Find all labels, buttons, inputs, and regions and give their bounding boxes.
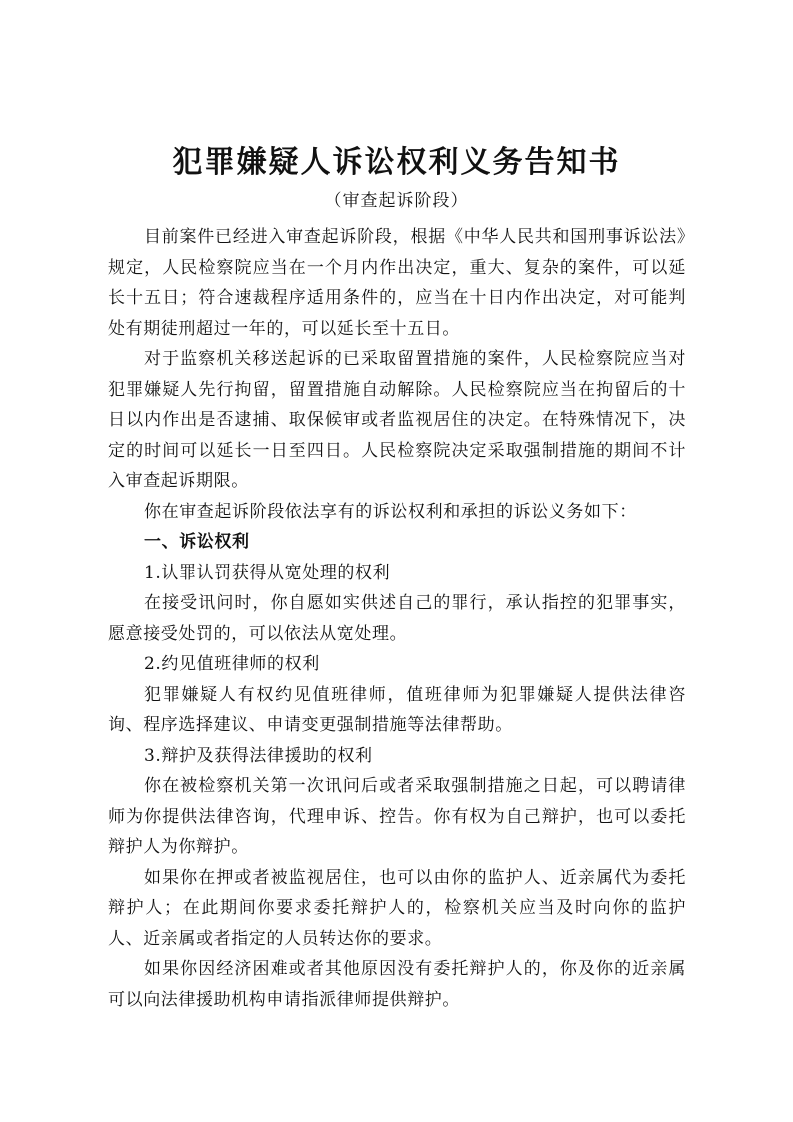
document-subtitle: （审查起诉阶段） xyxy=(324,191,469,211)
intro-paragraph-3: 你在审查起诉阶段依法享有的诉讼权利和承担的诉讼义务如下： xyxy=(144,501,637,522)
right-paragraph-3c: 如果你因经济困难或者其他原因没有委托辩护人的，你及你的近亲属可以向法律援助机构申请指派律师提供辩护。 xyxy=(108,959,686,1010)
right-heading-3: 3.辩护及获得法律援助的权利 xyxy=(144,745,373,766)
right-heading-1: 1.认罪认罚获得从宽处理的权利 xyxy=(144,562,391,583)
document-body xyxy=(108,222,686,1015)
document-title: 犯罪嫌疑人诉讼权利义务告知书 xyxy=(172,145,621,180)
intro-paragraph-2: 对于监察机关移送起诉的已采取留置措施的案件，人民检察院应当对犯罪嫌疑人先行拘留，留置措施自动解除。人民检察院应当在拘留后的十日以内作出是否逮捕、取保候审或者监视居住的决定。在特殊情况下，决定的时间可以延长一日至四日。人民检察院决定采取强制措施的期间不计入审查起诉期限。 xyxy=(108,349,686,491)
right-paragraph-3b: 如果你在押或者被监视居住，也可以由你的监护人、近亲属代为委托辩护人；在此期间你要求委托辩护人的，检察机关应当及时向你的监护人、近亲属或者指定的人员转达你的要求。 xyxy=(108,867,686,949)
section-heading-rights: 一、诉讼权利 xyxy=(144,532,250,552)
right-heading-2: 2.约见值班律师的权利 xyxy=(144,654,320,674)
intro-paragraph-1: 目前案件已经进入审查起诉阶段，根据《中华人民共和国刑事诉讼法》规定，人民检察院应当在一个月内作出决定，重大、复杂的案件，可以延长十五日；符合速裁程序适用条件的，应当在十日内作出决定，对可能判处有期徒刑超过一年的，可以延长至十五日。 xyxy=(108,227,686,339)
right-paragraph-3a: 你在被检察机关第一次讯问后或者采取强制措施之日起，可以聘请律师为你提供法律咨询，代理申诉、控告。你有权为自己辩护，也可以委托辩护人为你辩护。 xyxy=(108,776,686,857)
right-paragraph-2: 犯罪嫌疑人有权约见值班律师，值班律师为犯罪嫌疑人提供法律咨询、程序选择建议、申请变更强制措施等法律帮助。 xyxy=(108,684,686,735)
right-paragraph-1: 在接受讯问时，你自愿如实供述自己的罪行，承认指控的犯罪事实，愿意接受处罚的，可以依法从宽处理。 xyxy=(108,593,686,644)
